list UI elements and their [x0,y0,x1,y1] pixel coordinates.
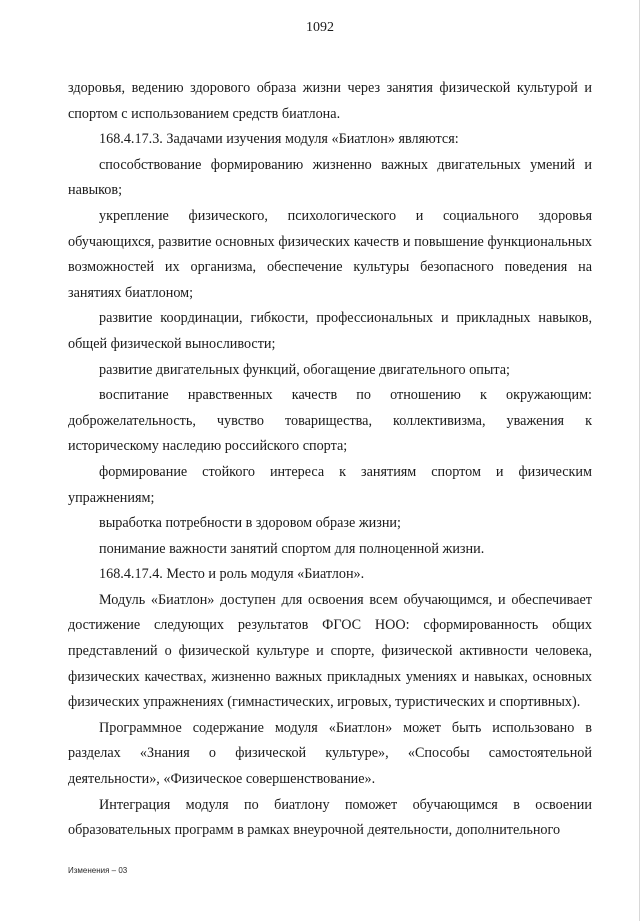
paragraph-task-8: понимание важности занятий спортом для полноценной жизни. [99,540,485,557]
paragraph-continuation: здоровья, ведению здорового образа жизни через занятия физической культурой и спортом с использованием средств биатлона. [68,80,592,122]
page-number: 1092 [306,20,334,35]
paragraph-task-2: укрепление физического, психологического и социального здоровья обучающихся, развитие основных физических качеств и повышение функциональных возможностей их организма, обеспечение культуры безопасного поведения на занятиях биатлоном; [68,207,592,301]
section-heading-168-4-17-4: 168.4.17.4. Место и роль модуля «Биатлон». [99,566,365,583]
paragraph-task-4: развитие двигательных функций, обогащение двигательного опыта; [99,361,510,378]
body-text [68,76,592,844]
paragraph-integration: Интеграция модуля по биатлону поможет обучающимся в освоении образовательных программ в рамках внеурочной деятельности, дополнительного [68,796,592,839]
paragraph-task-6: формирование стойкого интереса к занятиям спортом и физическим упражнениям; [68,463,592,506]
paragraph-module-availability: Модуль «Биатлон» доступен для освоения всем обучающимся, и обеспечивает достижение следующих результатов ФГОС НОО: сформированность общих представлений о физической культуре и спорте, физической активности человека, физических качествах, жизненно важных прикладных умениях и навыках, основных физических упражнениях (гимнастических, игровых, туристических и спортивных). [68,591,592,711]
paragraph-task-3: развитие координации, гибкости, профессиональных и прикладных навыков, общей физической выносливости; [68,310,592,352]
paragraph-task-1: способствование формированию жизненно важных двигательных умений и навыков; [68,156,592,199]
paragraph-program-content: Программное содержание модуля «Биатлон» может быть использовано в разделах «Знания о физической культуре», «Способы самостоятельной деятельности», «Физическое совершенствование». [68,719,592,788]
paragraph-task-7: выработка потребности в здоровом образе жизни; [99,515,401,532]
footer-revision-note: Изменения – 03 [68,866,128,875]
section-heading-168-4-17-3: 168.4.17.3. Задачами изучения модуля «Биатлон» являются: [99,131,459,148]
paragraph-task-5: воспитание нравственных качеств по отношению к окружающим: доброжелательность, чувство товарищества, коллективизма, уважения к историческому наследию российского спорта; [68,387,592,455]
